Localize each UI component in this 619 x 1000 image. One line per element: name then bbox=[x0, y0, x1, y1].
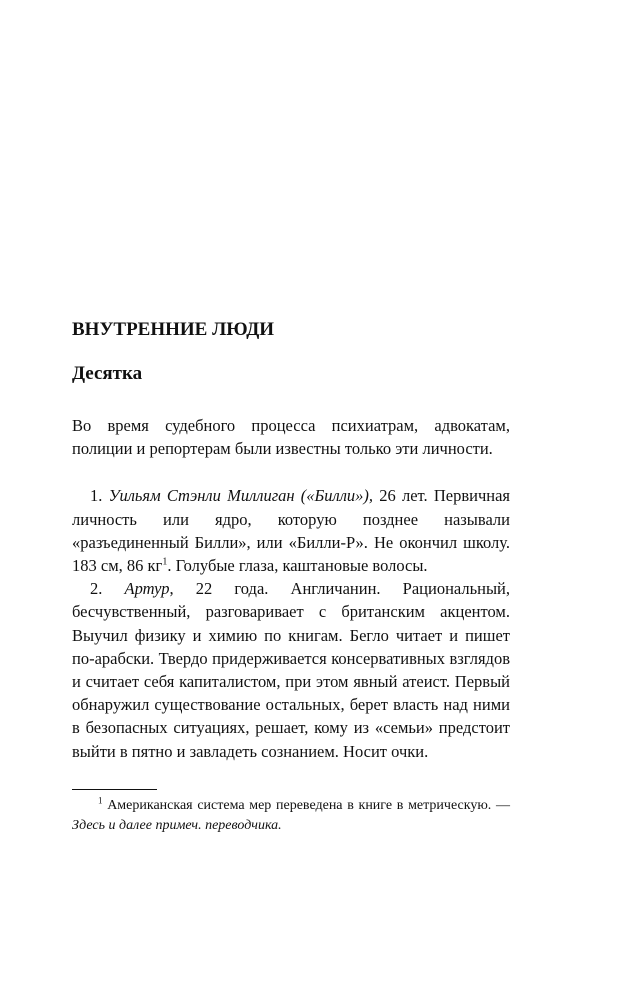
footnote bbox=[72, 796, 510, 836]
list-item-1 bbox=[72, 484, 510, 577]
list-item-2 bbox=[72, 577, 510, 763]
item-text: , 22 года. Англичанин. Рациональный, бесчувственный, разговаривает с британским акцентом. Выучил физику и химию по книгам. Бегло читает и пишет по-арабски. Твердо придерживается консервативных взглядов и считает себя капиталистом, при этом явный атеист. Первый обнаружил существование остальных, берет власть над ними в безопасных ситуациях, решает, кому из «семьи» предстоит выйти в пятно и завладеть сознанием. Носит очки. bbox=[72, 579, 511, 761]
page-content bbox=[72, 318, 510, 836]
section-title: ВНУТРЕННИЕ ЛЮДИ bbox=[72, 319, 275, 340]
item-number: 1. bbox=[90, 486, 103, 506]
footnote-italic-text: Здесь и далее примеч. переводчика. bbox=[72, 817, 282, 833]
item-text: 26 лет. Первичная личность или ядро, которую позднее называли «разъединенный Билли», или «Билли-Р». Не окончил школу. 183 см, 86 кг bbox=[72, 486, 510, 576]
item-text: . Голубые глаза, каштановые волосы. bbox=[167, 556, 428, 576]
item-name: Уильям Стэнли Миллиган («Билли»), bbox=[108, 486, 374, 506]
item-name: Артур bbox=[124, 579, 170, 599]
footnote-text: Американская система мер переведена в книге в метрическую. — bbox=[102, 797, 510, 813]
intro-paragraph: Во время судебного процесса психиатрам, адвокатам, полиции и репортерам были известны только эти личности. bbox=[72, 416, 510, 459]
footnote-mark: 1 bbox=[98, 795, 103, 806]
item-number: 2. bbox=[90, 579, 103, 599]
subsection-title: Десятка bbox=[72, 363, 143, 384]
footnote-reference[interactable]: 1 bbox=[162, 556, 168, 568]
footnote-divider bbox=[72, 789, 157, 790]
